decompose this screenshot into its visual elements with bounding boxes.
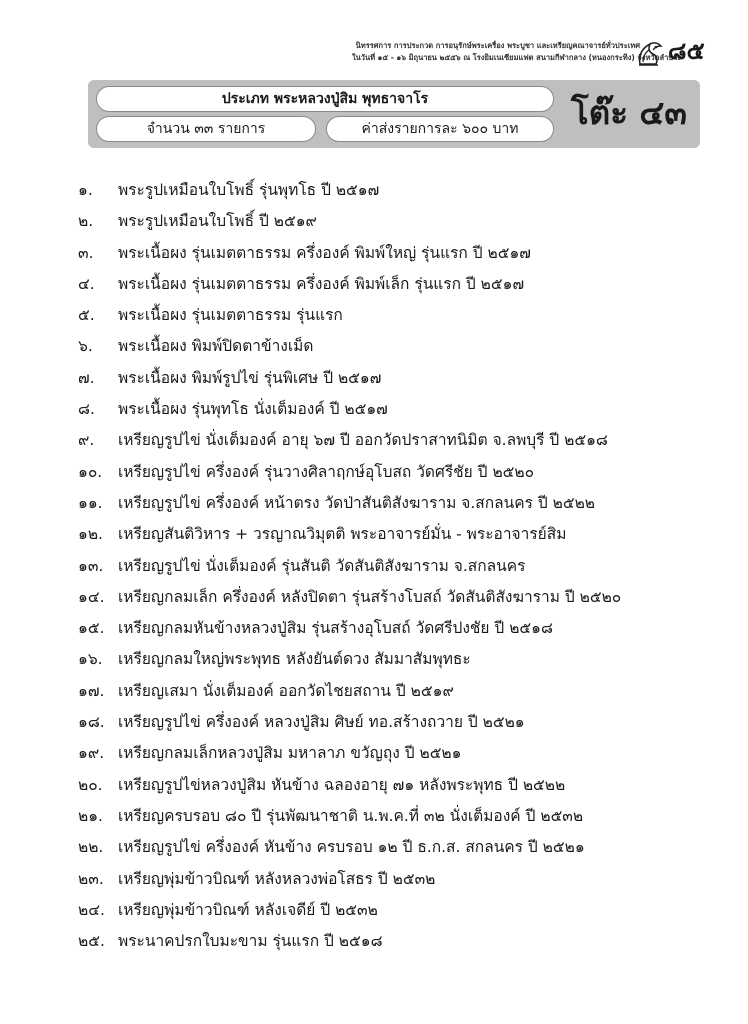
item-text: เหรียญรูปไข่ ครึ่งองค์ รุ่นวางศิลาฤกษ์อุโบสถ วัดศรีชัย ปี ๒๕๒๐	[118, 462, 535, 481]
list-item	[78, 301, 738, 332]
item-text: พระเนื้อผง รุ่นพุทโธ นั่งเต็มองค์ ปี ๒๕๑๗	[118, 400, 388, 419]
item-number: ๑๘.	[78, 713, 105, 732]
item-text: เหรียญกลมเล็กหลวงปู่สิม มหาลาภ ขวัญถุง ปี ๒๕๒๑	[118, 744, 462, 763]
item-number: ๒๔.	[78, 900, 105, 919]
item-text: เหรียญกลมเล็ก ครึ่งองค์ หลังปิดตา รุ่นสร้างโบสถ์ วัดสันติสังฆาราม ปี ๒๕๒๐	[118, 587, 622, 606]
item-text: เหรียญครบรอบ ๘๐ ปี รุ่นพัฒนาชาติ น.พ.ค.ที่ ๓๒ นั่งเต็มองค์ ปี ๒๕๓๒	[118, 806, 584, 825]
item-number: ๗.	[78, 368, 95, 387]
list-item	[78, 207, 738, 238]
item-number: ๒๒.	[78, 838, 104, 857]
list-item	[78, 332, 738, 363]
item-number: ๒๑.	[78, 806, 103, 825]
item-number: ๑๕.	[78, 619, 105, 638]
list-item	[78, 489, 738, 520]
list-item	[78, 583, 738, 614]
item-number: ๑.	[78, 181, 93, 199]
list-item	[78, 739, 738, 770]
list-item	[78, 896, 738, 927]
item-text: เหรียญสันติวิหาร + วรญาณวิมุตติ พระอาจารย์มั่น - พระอาจารย์สิม	[118, 525, 567, 544]
item-text: พระนาคปรกใบมะขาม รุ่นแรก ปี ๒๕๑๘	[118, 932, 383, 951]
item-number: ๔.	[78, 274, 95, 293]
list-item	[78, 395, 738, 426]
item-text: เหรียญรูปไข่ นั่งเต็มองค์ รุ่นสันติ วัดสันติสังฆาราม จ.สกลนคร	[118, 556, 526, 575]
list-item	[78, 645, 738, 676]
list-item	[78, 833, 738, 864]
item-text: พระเนื้อผง รุ่นเมตตาธรรม ครึ่งองค์ พิมพ์ใหญ่ รุ่นแรก ปี ๒๕๑๗	[118, 243, 531, 262]
item-number: ๒๐.	[78, 775, 103, 794]
item-number: ๑๗.	[78, 681, 105, 700]
event-title-line: นิทรรศการ การประกวด การอนุรักษ์พระเครื่อง พระบูชา และเหรียญคณาจารย์ทั่วประเทศ	[355, 41, 640, 50]
item-number: ๑๒.	[78, 525, 103, 544]
list-item	[78, 614, 738, 645]
item-text: พระเนื้อผง รุ่นเมตตาธรรม ครึ่งองค์ พิมพ์เล็ก รุ่นแรก ปี ๒๕๑๗	[118, 274, 525, 293]
list-item	[78, 927, 738, 958]
list-item	[78, 520, 738, 551]
item-number: ๘.	[78, 400, 95, 419]
category-panel	[88, 80, 700, 148]
list-item	[78, 270, 738, 301]
item-number: ๑๑.	[78, 493, 103, 512]
category-title: ประเภท พระหลวงปู่สิม พุทธาจาโร	[96, 86, 554, 112]
item-number: ๑๔.	[78, 587, 105, 606]
entry-list	[78, 176, 738, 958]
item-text: พระรูปเหมือนใบโพธิ์ ปี ๒๕๑๙	[118, 212, 317, 231]
list-item	[78, 552, 738, 583]
list-item	[78, 426, 738, 457]
item-text: เหรียญรูปไข่ ครึ่งองค์ หันข้าง ครบรอบ ๑๒ ปี ธ.ก.ส. สกลนคร ปี ๒๕๒๑	[118, 838, 585, 857]
item-text: เหรียญรูปไข่หลวงปู่สิม หันข้าง ฉลองอายุ ๗๑ หลังพระพุทธ ปี ๒๕๒๒	[118, 775, 566, 794]
event-header	[352, 40, 681, 64]
list-item	[78, 364, 738, 395]
item-count: จำนวน ๓๓ รายการ	[96, 116, 316, 142]
item-number: ๒๕.	[78, 932, 105, 951]
item-number: ๙.	[78, 431, 95, 450]
list-item	[78, 176, 738, 207]
item-text: พระรูปเหมือนใบโพธิ์ รุ่นพุทโธ ปี ๒๕๑๗	[118, 181, 380, 199]
item-text: พระเนื้อผง พิมพ์ปิดตาข้างเม็ด	[118, 337, 314, 356]
item-text: เหรียญพุ่มข้าวบิณฑ์ หลังเจดีย์ ปี ๒๕๓๒	[118, 900, 378, 919]
item-text: เหรียญพุ่มข้าวบิณฑ์ หลังหลวงพ่อโสธร ปี ๒๕๓๒	[118, 869, 436, 888]
event-date-venue-line: ในวันที่ ๑๕ - ๑๖ มิถุนายน ๒๕๕๖ ณ โรงยิมเนเซียมแฟต สนามกีฬากลาง (หนองกระทิง) จังหวัดลำปาง	[352, 53, 681, 62]
entry-fee: ค่าส่งรายการละ ๖๐๐ บาท	[326, 116, 554, 142]
list-item	[78, 802, 738, 833]
list-item	[78, 677, 738, 708]
item-text: เหรียญรูปไข่ ครึ่งองค์ หลวงปู่สิม ศิษย์ ทอ.สร้างถวาย ปี ๒๕๒๑	[118, 713, 525, 732]
item-number: ๒.	[78, 212, 94, 231]
item-number: ๑๐.	[78, 462, 103, 481]
item-text: เหรียญเสมา นั่งเต็มองค์ ออกวัดไชยสถาน ปี ๒๕๑๙	[118, 681, 454, 700]
item-number: ๓.	[78, 243, 94, 262]
table-number: โต๊ะ ๔๓	[571, 93, 687, 132]
list-item	[78, 239, 738, 270]
list-item	[78, 771, 738, 802]
item-number: ๑๖.	[78, 650, 103, 669]
page-number: ๘๕	[668, 37, 705, 65]
item-text: เหรียญกลมใหญ่พระพุทธ หลังยันต์ดวง สัมมาสัมพุทธะ	[118, 650, 471, 669]
list-item	[78, 865, 738, 896]
list-item	[78, 708, 738, 739]
item-number: ๕.	[78, 306, 95, 325]
item-number: ๒๓.	[78, 869, 104, 888]
thai-ornament-logo-icon	[636, 40, 664, 66]
item-text: เหรียญรูปไข่ ครึ่งองค์ หน้าตรง วัดป่าสันติสังฆาราม จ.สกลนคร ปี ๒๕๒๒	[118, 493, 596, 512]
item-text: พระเนื้อผง รุ่นเมตตาธรรม รุ่นแรก	[118, 306, 343, 325]
item-number: ๖.	[78, 337, 93, 356]
item-text: เหรียญรูปไข่ นั่งเต็มองค์ อายุ ๖๗ ปี ออกวัดปราสาทนิมิต จ.ลพบุรี ปี ๒๕๑๘	[118, 431, 608, 450]
list-item	[78, 458, 738, 489]
item-text: เหรียญกลมหันข้างหลวงปู่สิม รุ่นสร้างอุโบสถ์ วัดศรีปงชัย ปี ๒๕๑๘	[118, 619, 553, 638]
item-text: พระเนื้อผง พิมพ์รูปไข่ รุ่นพิเศษ ปี ๒๕๑๗	[118, 368, 382, 387]
item-number: ๑๙.	[78, 744, 105, 763]
item-number: ๑๓.	[78, 556, 104, 575]
